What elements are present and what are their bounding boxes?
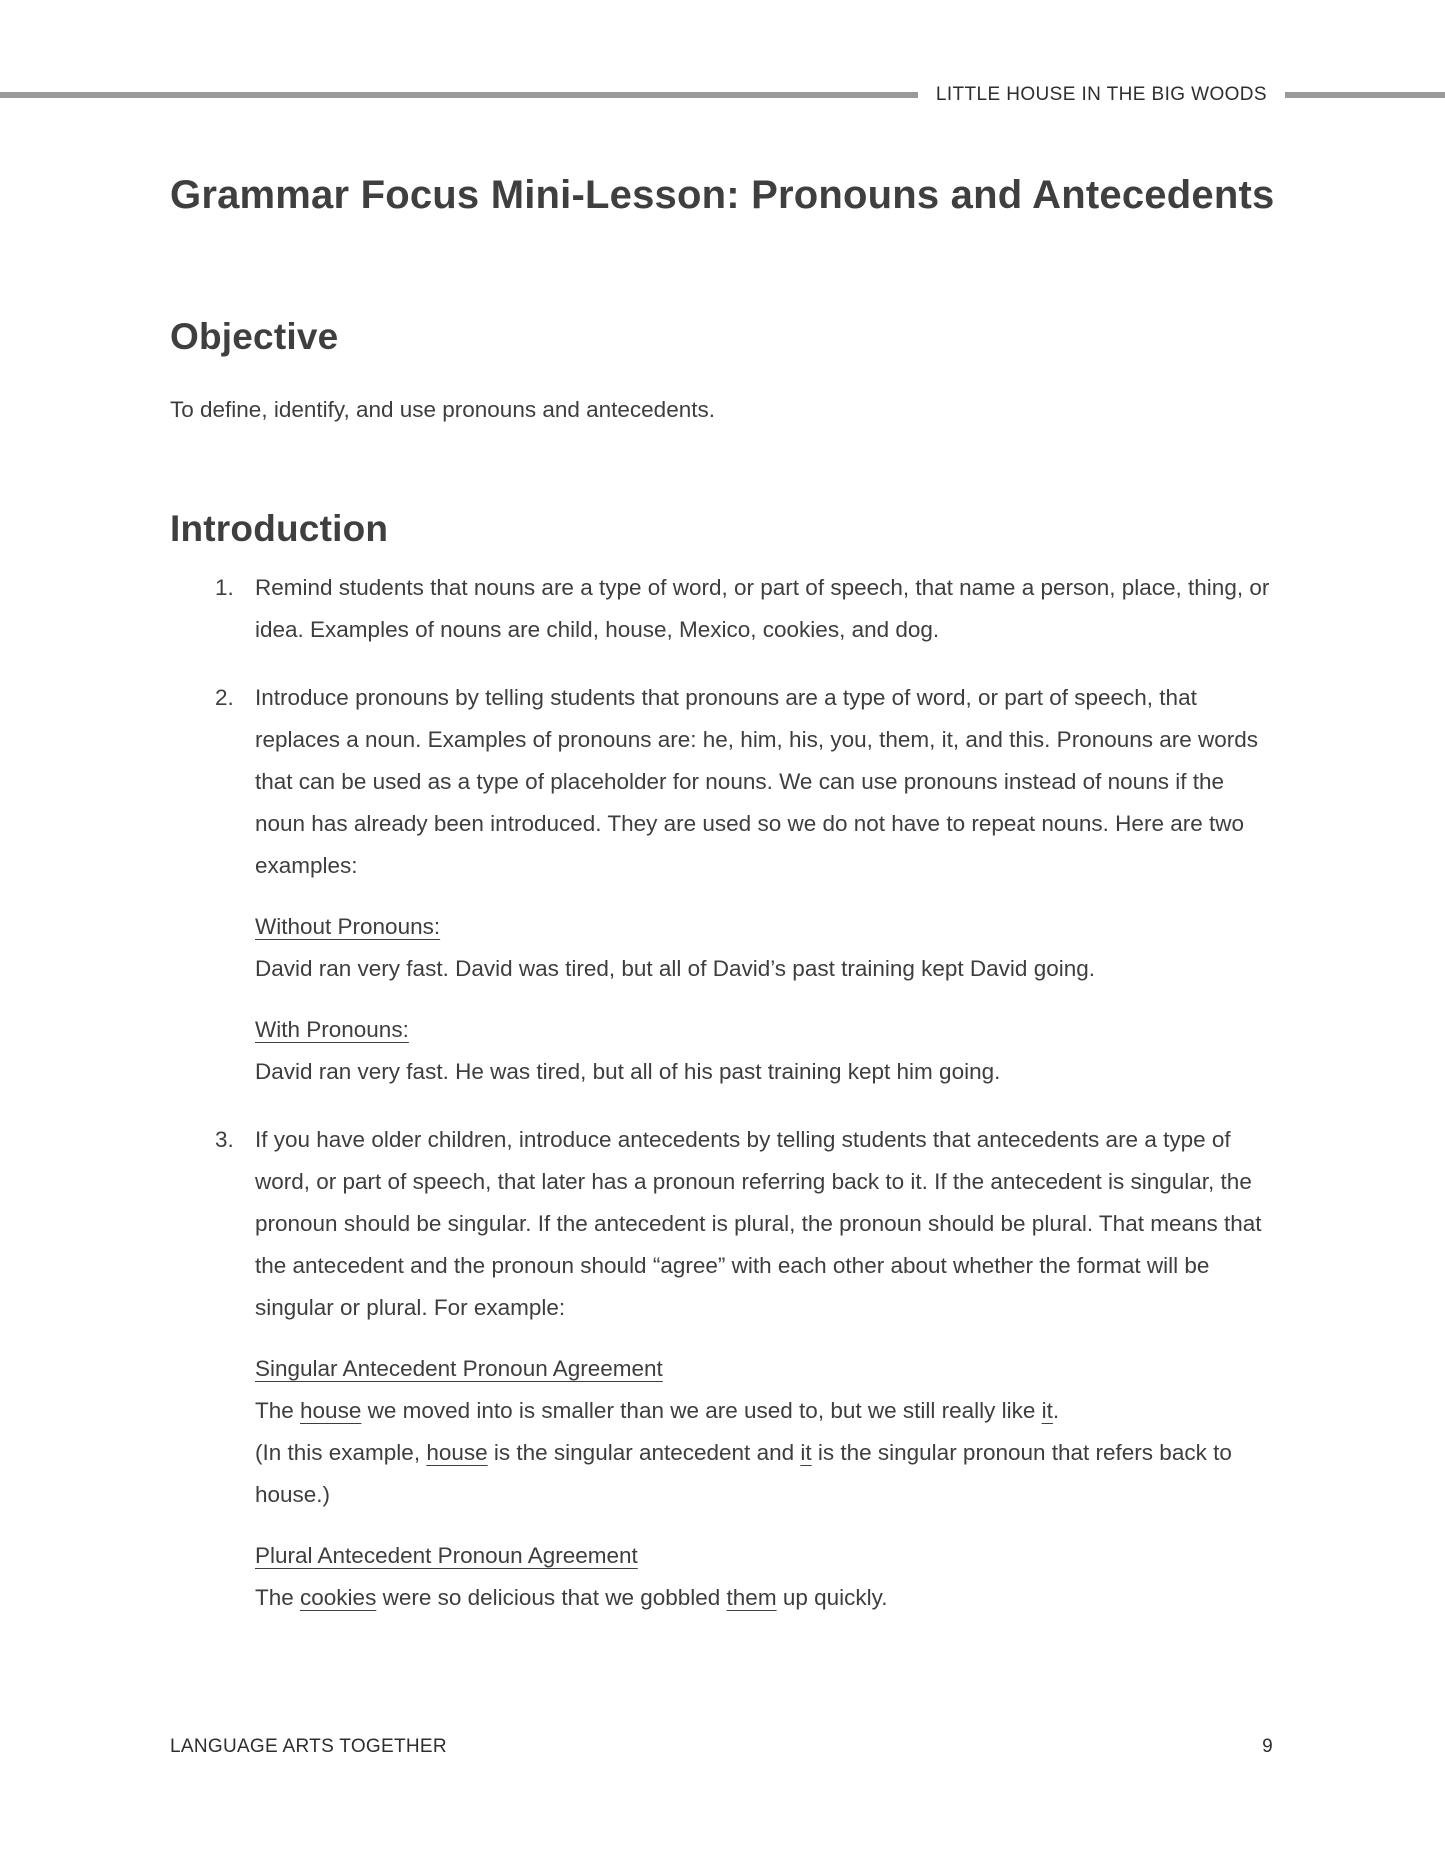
list-item-2-text: Introduce pronouns by telling students that pronouns are a type of word, or part of speech, that replaces a noun. Examples of pronouns are: he, him, his, you, them, it, and this. Pronouns are words that can be used as a type of placeholder for nouns. We can use pronouns instead of nouns if the noun has already been introduced. They are used so we do not have to repeat nouns. Here are two examples: <box>255 685 1259 878</box>
page-header <box>0 84 1445 106</box>
example-plural-agreement-label: Plural Antecedent Pronoun Agreement <box>255 1543 638 1568</box>
lesson-title: Grammar Focus Mini-Lesson: Pronouns and Antecedents <box>170 173 1275 217</box>
running-book-title: LITTLE HOUSE IN THE BIG WOODS <box>935 84 1267 105</box>
introduction-list <box>170 567 1275 1619</box>
header-rule-right <box>1285 92 1445 98</box>
example-singular-agreement-sentence: The house we moved into is smaller than we are used to, but we still really like it. (In this example, house is the singular antecedent and it is the singular pronoun that refers back to house.) <box>255 1398 1232 1507</box>
introduction-heading: Introduction <box>170 508 389 549</box>
list-item-2 <box>170 677 1275 1093</box>
example-plural-agreement-sentence: The cookies were so delicious that we gobbled them up quickly. <box>255 1585 888 1610</box>
page-content <box>170 168 1275 1619</box>
header-rule-left <box>0 92 918 98</box>
footer-series-title: LANGUAGE ARTS TOGETHER <box>170 1736 447 1757</box>
footer-page-number: 9 <box>1262 1736 1273 1757</box>
example-without-pronouns-label: Without Pronouns: <box>255 914 441 939</box>
list-item-2-number: 2. <box>215 685 234 710</box>
example-singular-agreement-label: Singular Antecedent Pronoun Agreement <box>255 1356 663 1381</box>
example-without-pronouns-sentence: David ran very fast. David was tired, but all of David’s past training kept David going. <box>255 956 1095 981</box>
example-without-pronouns <box>255 906 1275 990</box>
example-singular-agreement <box>255 1348 1275 1516</box>
objective-text: To define, identify, and use pronouns and antecedents. <box>170 397 715 422</box>
list-item-1 <box>170 567 1275 651</box>
example-with-pronouns-label: With Pronouns: <box>255 1017 409 1042</box>
list-item-1-number: 1. <box>215 575 234 600</box>
page-footer <box>170 1736 1273 1758</box>
list-item-3-text: If you have older children, introduce antecedents by telling students that antecedents are a type of word, or part of speech, that later has a pronoun referring back to it. If the antecedent is singular, the pronoun should be singular. If the antecedent is plural, the pronoun should be plural. That means that the antecedent and the pronoun should “agree” with each other about whether the format will be singular or plural. For example: <box>255 1127 1262 1320</box>
example-with-pronouns-sentence: David ran very fast. He was tired, but all of his past training kept him going. <box>255 1059 1001 1084</box>
list-item-1-text: Remind students that nouns are a type of word, or part of speech, that name a person, place, thing, or idea. Examples of nouns are child, house, Mexico, cookies, and dog. <box>255 575 1270 642</box>
list-item-3 <box>170 1119 1275 1619</box>
objective-heading: Objective <box>170 316 339 357</box>
example-with-pronouns <box>255 1009 1275 1093</box>
example-plural-agreement <box>255 1535 1275 1619</box>
list-item-3-number: 3. <box>215 1127 234 1152</box>
